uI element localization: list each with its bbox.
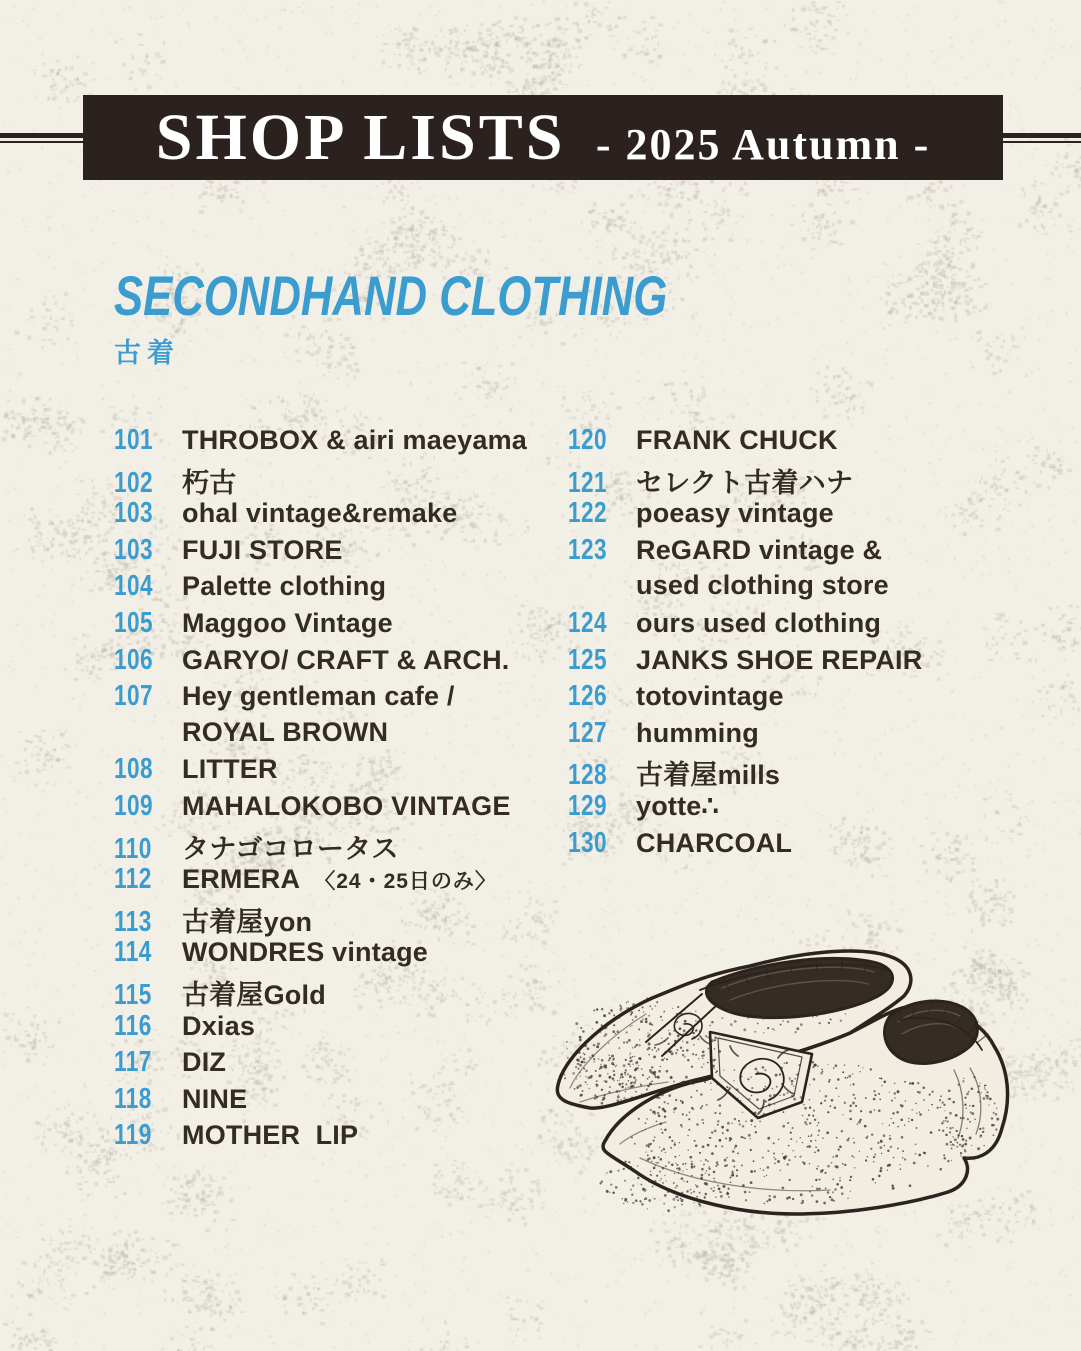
shop-name: FUJI STORE	[182, 534, 343, 565]
shop-name: ohal vintage&remake	[182, 498, 458, 529]
shop-number: 129	[568, 789, 607, 822]
shop-number: 109	[114, 789, 153, 822]
shop-name: NINE	[182, 1083, 248, 1114]
shop-number: 123	[568, 533, 607, 566]
shop-note: 〈24・25日のみ〉	[314, 870, 497, 894]
shop-name: Palette clothing	[182, 571, 387, 602]
shop-number: 127	[568, 716, 607, 749]
list-item	[568, 607, 1013, 644]
shop-name: WONDRES vintage	[182, 937, 429, 968]
shop-number: 120	[568, 424, 607, 456]
banner-rule-left-thin	[0, 141, 84, 143]
list-item	[114, 753, 559, 790]
shop-name: FRANK CHUCK	[636, 425, 838, 455]
shop-name-line2: ROYAL BROWN	[182, 716, 389, 747]
list-item	[114, 1046, 559, 1083]
shop-name: DIZ	[182, 1047, 227, 1078]
shop-number: 105	[114, 606, 153, 639]
shop-name: MAHALOKOBO VINTAGE	[182, 790, 511, 821]
shop-number: 118	[114, 1082, 152, 1115]
shop-number: 112	[114, 863, 152, 896]
shop-name: humming	[636, 717, 759, 748]
list-item-continuation	[114, 717, 559, 754]
list-item	[114, 790, 559, 827]
shop-number: 121	[568, 466, 607, 499]
shop-name: ReGARD vintage &	[636, 534, 883, 565]
shop-name: totovintage	[636, 681, 784, 712]
list-item	[568, 644, 1013, 681]
shop-number: 125	[568, 643, 607, 676]
list-item	[114, 680, 559, 717]
shop-name: LITTER	[182, 754, 278, 785]
list-item	[114, 534, 559, 571]
shop-number: 104	[114, 570, 153, 603]
shop-number: 130	[568, 826, 607, 859]
list-item	[114, 607, 559, 644]
list-item	[568, 680, 1013, 717]
shop-name: CHARCOAL	[636, 827, 793, 858]
list-item	[114, 461, 559, 498]
shop-name: Maggoo Vintage	[182, 607, 393, 638]
shop-number: 128	[568, 759, 607, 792]
shop-name: Hey gentleman cafe /	[182, 681, 455, 712]
list-item-continuation	[568, 570, 1013, 607]
shop-name: 朽古	[182, 467, 237, 498]
list-item	[568, 790, 1013, 827]
shop-number: 103	[114, 533, 153, 566]
page-subtitle: - 2025 Autumn -	[595, 120, 931, 169]
page-title: SHOP LISTS	[155, 101, 566, 174]
shop-number: 106	[114, 643, 153, 676]
list-item	[568, 461, 1013, 498]
shop-number: 102	[114, 466, 153, 499]
header-banner	[83, 95, 1003, 180]
list-item	[114, 827, 559, 864]
shop-name: GARYO/ CRAFT & ARCH.	[182, 644, 510, 675]
list-item	[114, 1083, 559, 1120]
shop-name: THROBOX & airi maeyama	[182, 425, 528, 455]
shop-number: 107	[114, 680, 153, 713]
shop-name: JANKS SHOE REPAIR	[636, 644, 923, 675]
shop-number: 126	[568, 680, 607, 713]
section-title-ja: 古着	[114, 338, 180, 368]
shop-number: 114	[114, 936, 152, 969]
shop-name: Dxias	[182, 1010, 256, 1041]
list-item	[114, 900, 559, 937]
section-title-en: SECONDHAND CLOTHING	[114, 264, 668, 327]
shop-number: 115	[114, 978, 152, 1011]
shop-name-line2: used clothing store	[636, 570, 889, 601]
list-item	[568, 717, 1013, 754]
wooden-clogs-illustration	[550, 938, 1034, 1230]
shop-number: 103	[114, 497, 153, 530]
shop-column	[568, 424, 1013, 863]
banner-rule-right-thick	[1002, 133, 1081, 138]
list-item	[114, 644, 559, 681]
banner-rule-right-thin	[1002, 141, 1081, 143]
shop-name: ERMERA	[182, 864, 301, 895]
list-item	[568, 753, 1013, 790]
list-item	[114, 863, 559, 900]
shop-number: 124	[568, 606, 607, 639]
list-item	[114, 936, 559, 973]
banner-rule-left-thick	[0, 133, 84, 138]
list-item	[114, 424, 559, 461]
shop-number: 119	[114, 1119, 152, 1152]
shop-column	[114, 424, 559, 1156]
shop-name: 古着屋Gold	[182, 979, 326, 1010]
shop-name: セレクト古着ハナ	[636, 467, 854, 498]
shop-number: 117	[114, 1046, 152, 1079]
list-item	[568, 534, 1013, 571]
shop-name: 古着屋mills	[636, 760, 781, 791]
shop-number: 116	[114, 1009, 152, 1042]
shop-name: タナゴコロータス	[182, 833, 399, 864]
list-item	[568, 497, 1013, 534]
list-item	[114, 1119, 559, 1156]
shop-name: yotte∴	[636, 790, 719, 821]
shop-name: ours used clothing	[636, 607, 882, 638]
list-item	[568, 827, 1013, 864]
shop-name: 古着屋yon	[182, 906, 313, 937]
list-item	[114, 1010, 559, 1047]
shop-name: MOTHER LIP	[182, 1120, 359, 1151]
list-item	[114, 570, 559, 607]
shop-name: poeasy vintage	[636, 498, 834, 529]
shop-number: 122	[568, 497, 607, 530]
shop-number: 108	[114, 753, 153, 786]
list-item	[114, 973, 559, 1010]
shop-number: 110	[114, 832, 152, 865]
shop-number: 113	[114, 905, 152, 938]
list-item	[568, 424, 1013, 461]
shop-number: 101	[114, 424, 153, 456]
list-item	[114, 497, 559, 534]
